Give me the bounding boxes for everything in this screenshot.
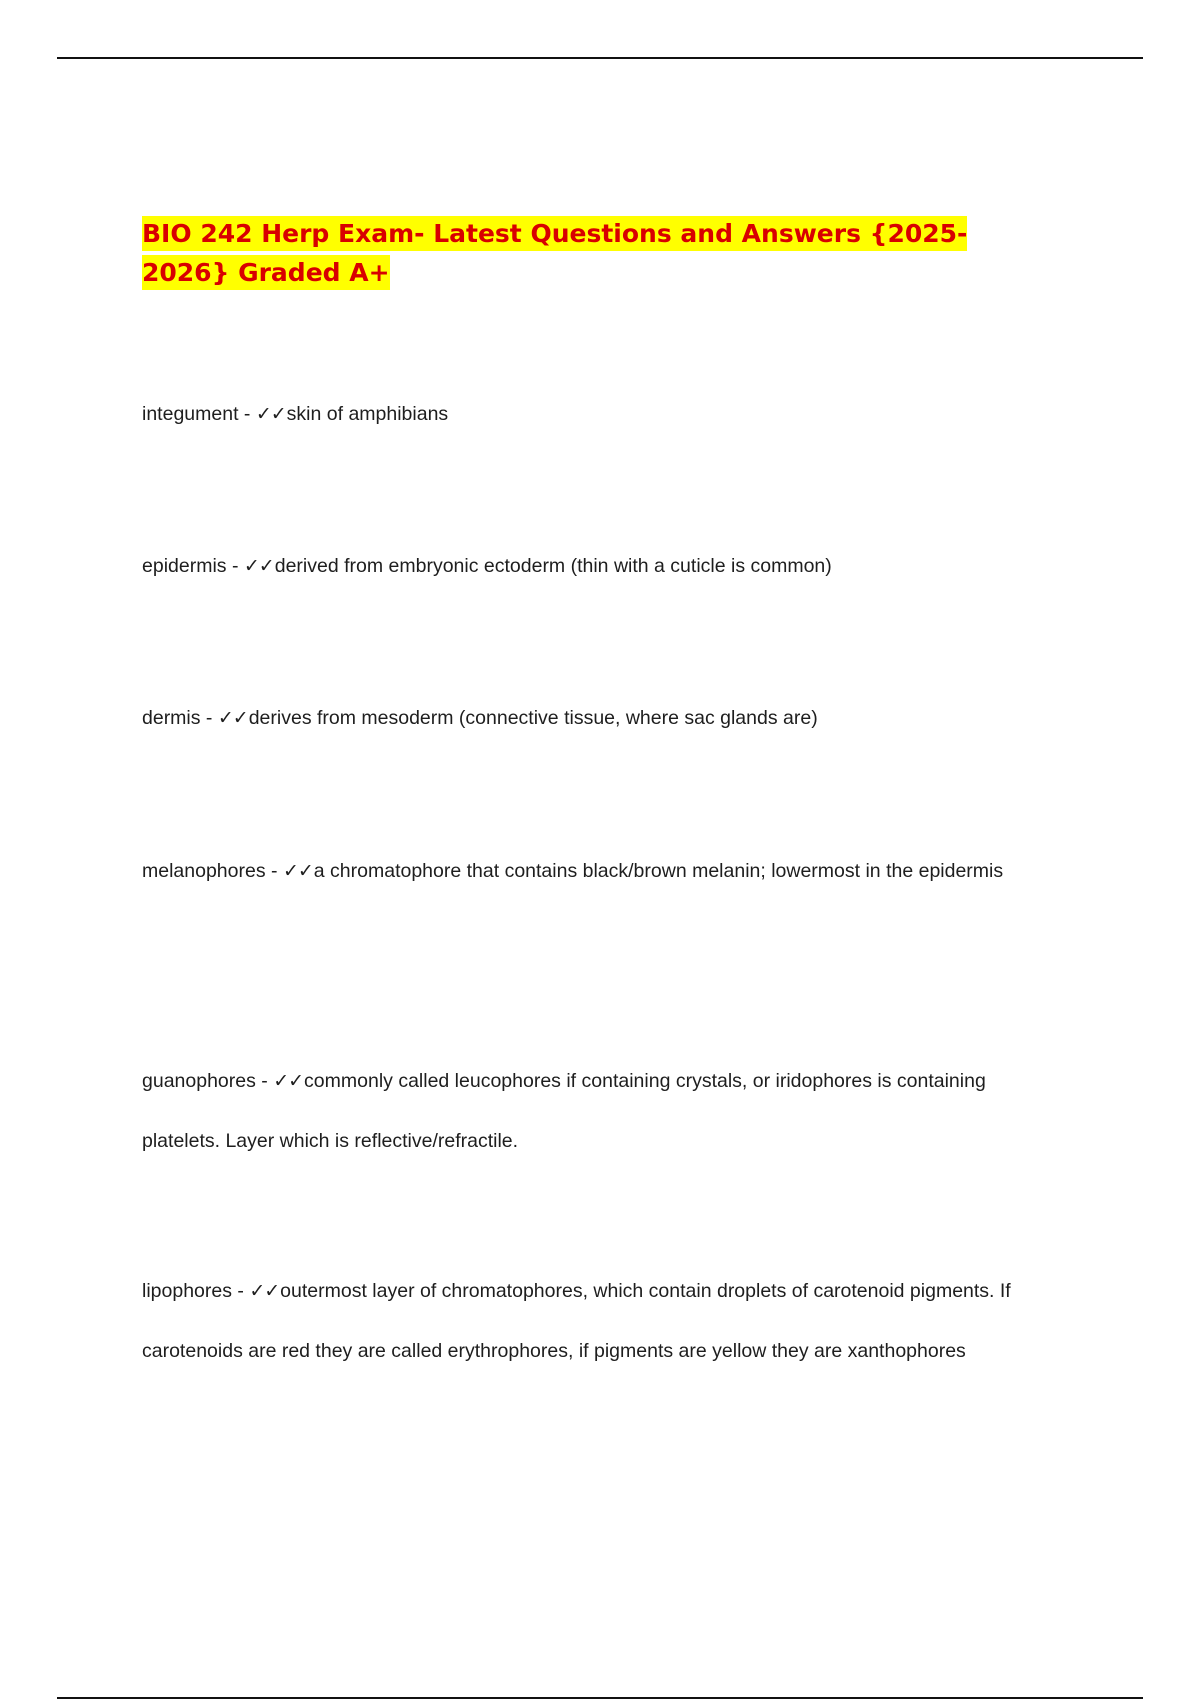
term: lipophores: [142, 1280, 232, 1302]
term: integument: [142, 403, 239, 425]
term: guanophores: [142, 1070, 256, 1092]
separator: -: [200, 707, 218, 729]
separator: -: [255, 1070, 274, 1092]
check-mark-icon: ✓✓: [217, 707, 248, 729]
separator: -: [238, 403, 256, 425]
list-item: [142, 1051, 1062, 1171]
definition: derived from embryonic ectoderm (thin with a cuticle is common): [274, 555, 832, 577]
list-item: [142, 841, 1062, 901]
separator: -: [226, 555, 244, 577]
document-title: [142, 214, 1042, 292]
footer-rule: [57, 1697, 1143, 1699]
check-mark-icon: ✓✓: [273, 1070, 304, 1092]
check-mark-icon: ✓✓: [282, 860, 313, 882]
list-item: [142, 384, 1062, 444]
list-item: [142, 688, 1062, 748]
term: epidermis: [142, 555, 227, 577]
definition: commonly called leucophores if containing crystals, or iridophores is containing platelets. Layer which is reflective/refractile.: [142, 1070, 986, 1152]
check-mark-icon: ✓✓: [243, 555, 274, 577]
header-rule: [57, 57, 1143, 59]
separator: -: [265, 860, 283, 882]
term: melanophores: [142, 860, 266, 882]
definition: outermost layer of chromatophores, which contain droplets of carotenoid pigments. If carotenoids are red they are called erythrophores, if pigments are yellow they are xanthophores: [142, 1280, 1011, 1362]
definition: skin of amphibians: [286, 403, 449, 425]
separator: -: [231, 1280, 250, 1302]
list-item: [142, 1261, 1062, 1381]
definition: a chromatophore that contains black/brown melanin; lowermost in the epidermis: [313, 860, 1004, 882]
list-item: [142, 536, 1062, 596]
definition: derives from mesoderm (connective tissue, where sac glands are): [248, 707, 818, 729]
document-title-text: BIO 242 Herp Exam- Latest Questions and Answers {2025-2026} Graded A+: [142, 216, 967, 290]
term: dermis: [142, 707, 201, 729]
check-mark-icon: ✓✓: [255, 403, 286, 425]
check-mark-icon: ✓✓: [249, 1280, 280, 1302]
